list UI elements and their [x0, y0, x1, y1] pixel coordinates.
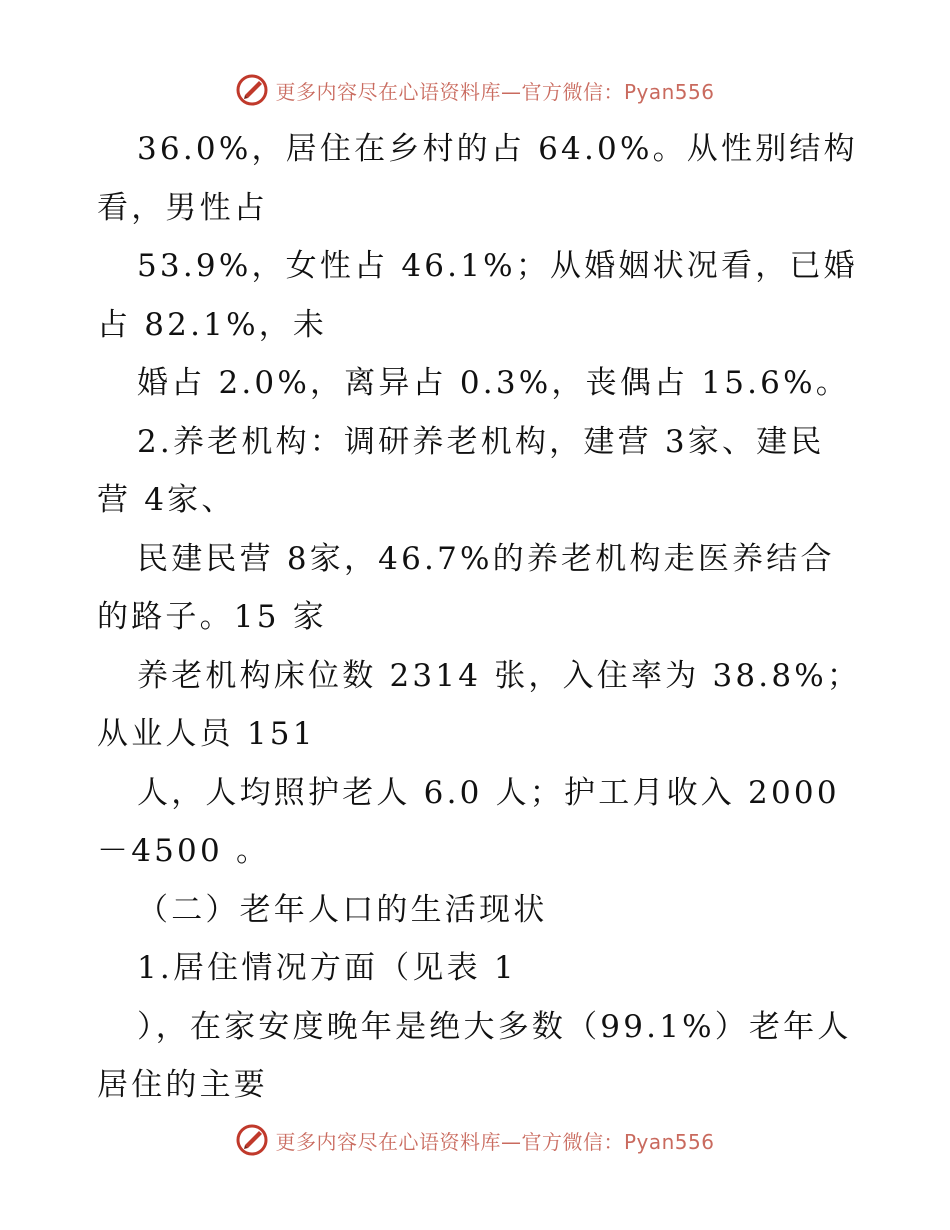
text-line: 36.0%，居住在乡村的占 64.0%。从性别结构 [137, 131, 858, 167]
text-line: （二）老年人口的生活现状 [137, 891, 548, 928]
text-line: －4500 。 [97, 833, 271, 869]
text-line: 1.居住情况方面（见表 1 [137, 950, 517, 986]
brand-logo-icon [235, 1123, 269, 1157]
text-line: ），在家安度晚年是绝大多数（99.1%）老年人 [137, 1008, 852, 1045]
text-line: 占 82.1%，未 [97, 306, 328, 343]
text-line: 53.9%，女性占 46.1%；从婚姻状况看，已婚 [137, 248, 858, 284]
text-line: 民建民营 8家，46.7%的养老机构走医养结合 [137, 540, 835, 577]
header-banner [0, 70, 950, 110]
brand-logo-icon [235, 73, 269, 107]
text-line: 2.养老机构：调研养老机构，建营 3家、建民 [137, 423, 825, 460]
banner-text: 更多内容尽在心语资料库—官方微信：Pyan556 [275, 79, 715, 104]
text-line: 居住的主要 [97, 1067, 268, 1103]
text-line: 婚占 2.0%，离异占 0.3%，丧偶占 15.6%。 [137, 365, 850, 401]
document-body [97, 120, 887, 1115]
text-line: 人，人均照护老人 6.0 人；护工月收入 2000 [137, 774, 840, 811]
footer-banner [0, 1120, 950, 1160]
text-line: 从业人员 151 [97, 716, 316, 752]
text-line: 营 4家、 [97, 482, 236, 518]
banner-text: 更多内容尽在心语资料库—官方微信：Pyan556 [275, 1129, 715, 1154]
text-line: 的路子。15 家 [97, 599, 327, 635]
text-line: 看，男性占 [97, 189, 268, 226]
text-line: 养老机构床位数 2314 张，入住率为 38.8%； [137, 657, 862, 694]
